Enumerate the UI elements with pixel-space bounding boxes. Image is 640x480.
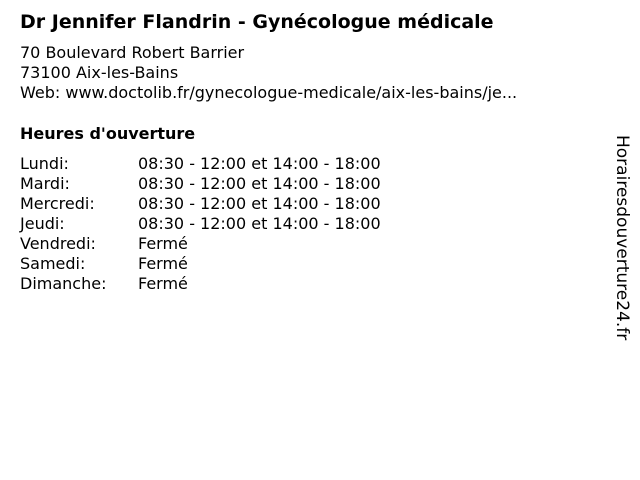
site-brand-watermark: Horairesdouverture24.fr [612, 135, 632, 341]
address-city: 73100 Aix-les-Bains [20, 63, 179, 82]
day-hours: 08:30 - 12:00 et 14:00 - 18:00 [138, 194, 381, 213]
address-block [20, 43, 517, 103]
day-hours: Fermé [138, 234, 188, 253]
day-hours: 08:30 - 12:00 et 14:00 - 18:00 [138, 214, 381, 233]
day-label: Mardi: [20, 174, 70, 193]
day-label: Vendredi: [20, 234, 96, 253]
day-label: Jeudi: [20, 214, 65, 233]
day-hours: 08:30 - 12:00 et 14:00 - 18:00 [138, 154, 381, 173]
day-label: Samedi: [20, 254, 86, 273]
day-hours: Fermé [138, 254, 188, 273]
day-hours: 08:30 - 12:00 et 14:00 - 18:00 [138, 174, 381, 193]
day-label: Mercredi: [20, 194, 95, 213]
address-web[interactable]: Web: www.doctolib.fr/gynecologue-medicale/aix-les-bains/je... [20, 83, 518, 102]
day-label: Lundi: [20, 154, 69, 173]
day-label: Dimanche: [20, 274, 107, 293]
day-hours: Fermé [138, 274, 188, 293]
address-street: 70 Boulevard Robert Barrier [20, 43, 245, 62]
page-title: Dr Jennifer Flandrin - Gynécologue médicale [20, 11, 494, 33]
hours-heading: Heures d'ouverture [20, 124, 196, 143]
